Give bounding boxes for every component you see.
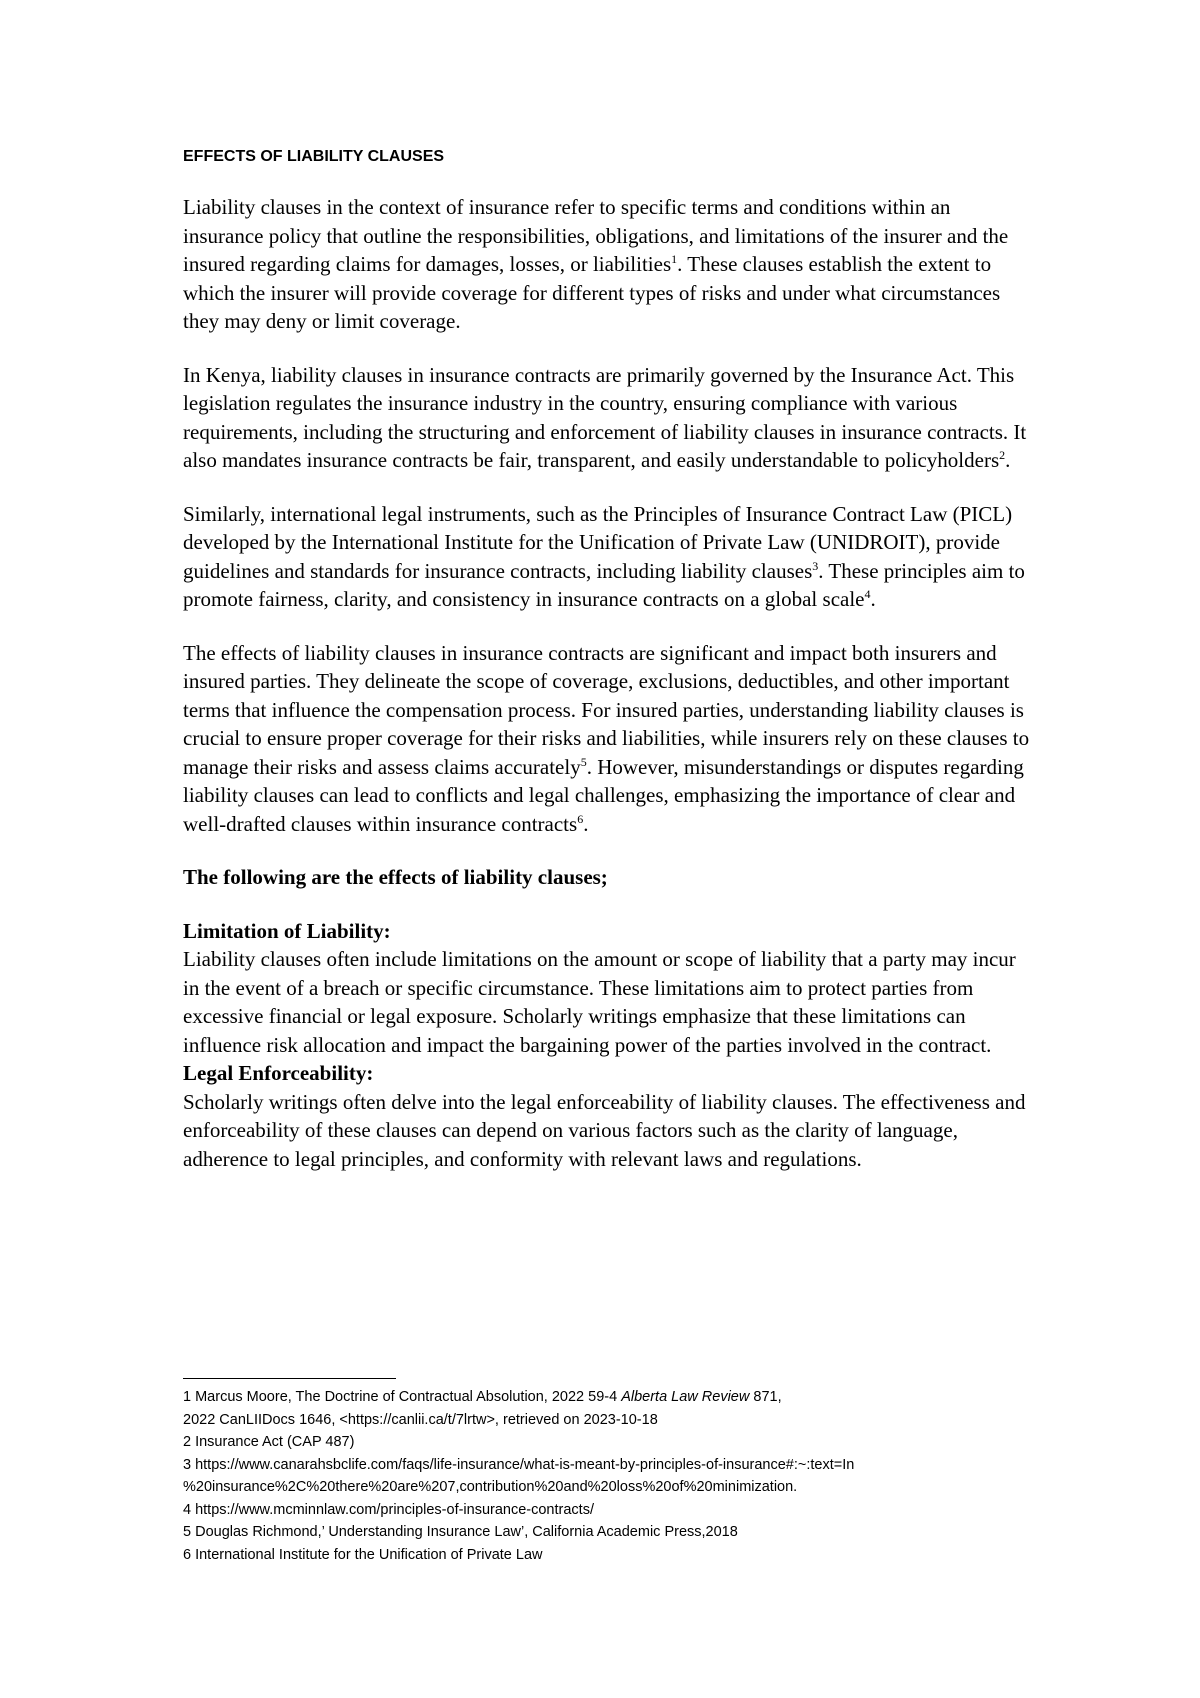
footnote-ref[interactable]: 3 bbox=[812, 558, 819, 573]
paragraph-effects: The effects of liability clauses in insurance contracts are significant and impact both insurers and insured parties. They delineate the scope of coverage, exclusions, deductibles, and other important terms that influence the compensation process. For insured parties, understanding liability clauses is crucial to ensure proper coverage for their risks and liabilities, while insurers rely on these clauses to manage their risks and assess claims accurately$^5$. However, misunderstandings or disputes regarding liability clauses can lead to conflicts and legal challenges, emphasizing the importance of clear and well-drafted clauses within insurance contracts$^6$. bbox=[183, 640, 1030, 836]
document-body bbox=[183, 193, 1033, 1173]
footnote-ref[interactable]: 6 bbox=[577, 811, 584, 826]
section-heading-limitation: Limitation of Liability: bbox=[183, 918, 391, 943]
footnote-ref[interactable]: 1 bbox=[671, 252, 678, 266]
paragraph-international: Similarly, international legal instruments, such as the Principles of Insurance Contract Law (PICL) developed by the International Institute for the Unification of Private Law (UNIDROIT), provide guidelines and standards for insurance contracts, including liability clauses$^3$. These principles aim to promote fairness, clarity, and consistency in insurance contracts on a global scale$^4$. bbox=[183, 501, 1025, 611]
footnote-3[interactable]: 3 https://www.canarahsbclife.com/faqs/life-insurance/what-is-meant-by-principles-of-insurance#:~:text=In bbox=[183, 1456, 855, 1473]
section-heading-enforceability: Legal Enforceability: bbox=[183, 1061, 374, 1085]
footnote-4[interactable]: 4 https://www.mcminnlaw.com/principles-of-insurance-contracts/ bbox=[183, 1501, 594, 1518]
footnote-6: 6 International Institute for the Unification of Private Law bbox=[183, 1546, 543, 1563]
footnote-2: 2 Insurance Act (CAP 487) bbox=[183, 1434, 355, 1450]
footnote-3-continued[interactable]: %20insurance%2C%20there%20are%207,contribution%20and%20loss%20of%20minimization. bbox=[183, 1479, 798, 1495]
footnote-ref[interactable]: 4 bbox=[864, 587, 871, 601]
section-text-limitation: Liability clauses often include limitations on the amount or scope of liability that a party may incur in the event of a breach or specific circumstance. These limitations aim to protect parties from excessive financial or legal exposure. Scholarly writings emphasize that these limitations can influence risk allocation and impact the bargaining power of the parties involved in the contract. bbox=[183, 947, 1016, 1057]
footnote-1: 1 Marcus Moore, The Doctrine of Contractual Absolution, 2022 59-4 Alberta Law Review 871, bbox=[183, 1389, 782, 1405]
effects-heading: The following are the effects of liability clauses; bbox=[183, 865, 608, 889]
paragraph-intro: Liability clauses in the context of insurance refer to specific terms and conditions within an insurance policy that outline the responsibilities, obligations, and limitations of the insurer and the insured regarding claims for damages, losses, or liabilities$^1$. These clauses establish the extent to which the insurer will provide coverage for different types of risks and under what circumstances they may deny or limit coverage. bbox=[183, 195, 1009, 333]
section-text-enforceability: Scholarly writings often delve into the legal enforceability of liability clauses. The effectiveness and enforceability of these clauses can depend on various factors such as the clarity of language, adherence to legal principles, and conformity with relevant laws and regulations. bbox=[183, 1089, 1026, 1171]
document-title: EFFECTS OF LIABILITY CLAUSES bbox=[183, 148, 445, 165]
footnote-ref[interactable]: 5 bbox=[580, 754, 587, 769]
paragraph-kenya: In Kenya, liability clauses in insurance contracts are primarily governed by the Insurance Act. This legislation regulates the insurance industry in the country, ensuring compliance with various requirements, including the structuring and enforcement of liability clauses in insurance contracts. It also mandates insurance contracts be fair, transparent, and easily understandable to policyholders$^2$. bbox=[183, 362, 1027, 472]
footnote-5: 5 Douglas Richmond,’ Understanding Insurance Law’, California Academic Press,2018 bbox=[183, 1524, 738, 1540]
footnote-divider bbox=[183, 1378, 396, 1379]
footnotes bbox=[183, 1386, 1033, 1566]
footnote-1-continued[interactable]: 2022 CanLIIDocs 1646, <https://canlii.ca/t/7lrtw>, retrieved on 2023-10-18 bbox=[183, 1411, 658, 1428]
footnote-ref[interactable]: 2 bbox=[999, 448, 1006, 462]
